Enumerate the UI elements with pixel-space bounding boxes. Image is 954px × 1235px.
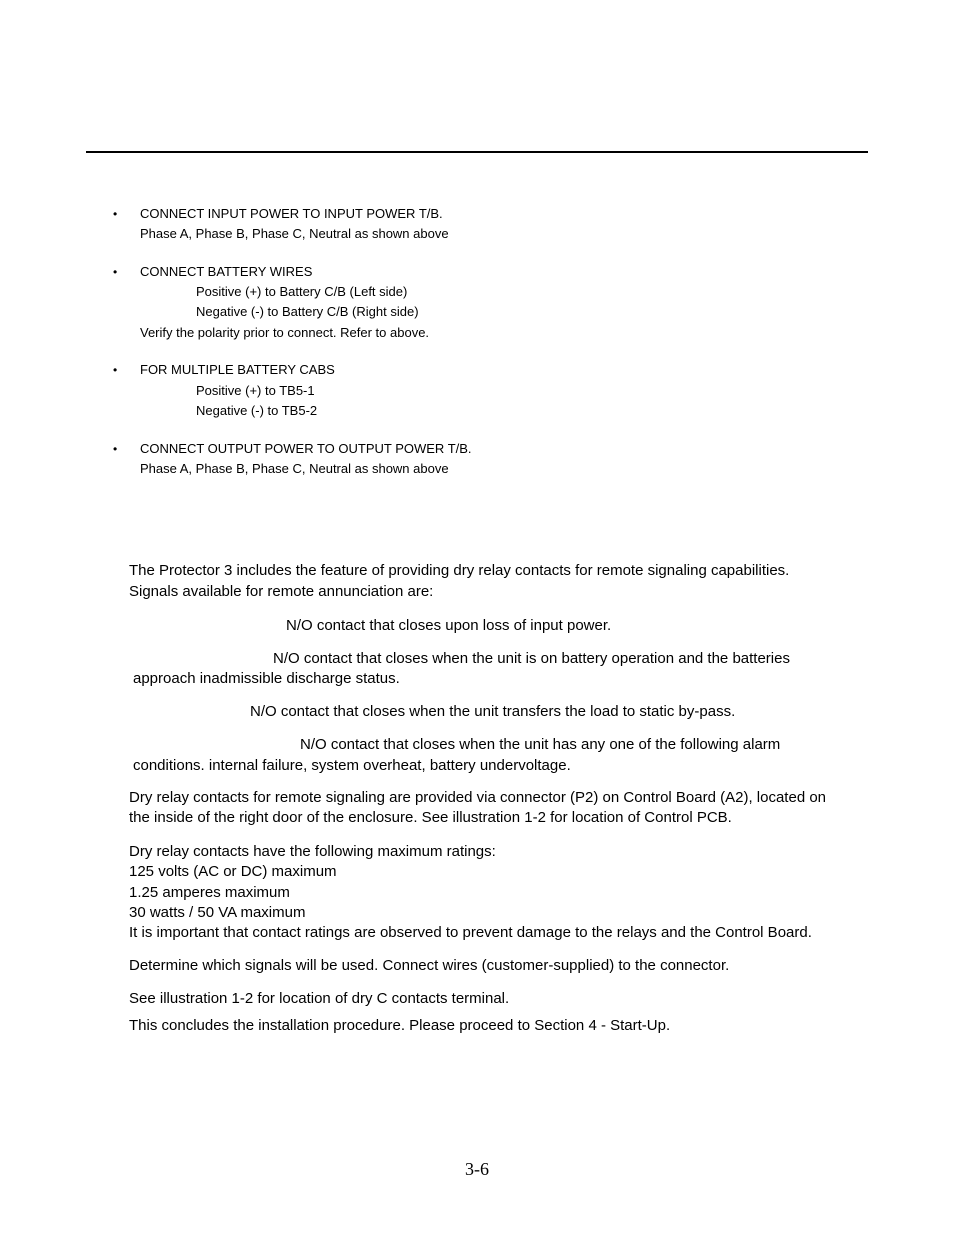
ratings-heading: Dry relay contacts have the following maximum ratings: xyxy=(129,843,496,860)
signal-low-battery-cont: approach inadmissible discharge status. xyxy=(133,670,400,687)
signal-alarm: N/O contact that closes when the unit has any one of the following alarm xyxy=(300,736,781,753)
rating-current: 1.25 amperes maximum xyxy=(129,884,290,901)
bullet-marker: • xyxy=(113,265,118,279)
bullet-marker: • xyxy=(113,442,118,456)
bullet-indented-text: Positive (+) to Battery C/B (Left side) xyxy=(196,284,408,299)
determine-signals-text: Determine which signals will be used. Connect wires (customer-supplied) to the connector. xyxy=(129,957,730,974)
intro-line: Signals available for remote annunciation are: xyxy=(129,583,434,600)
bullet-indented-text: Negative (-) to TB5-2 xyxy=(196,403,318,418)
bullet-heading-output-power: CONNECT OUTPUT POWER TO OUTPUT POWER T/B. xyxy=(140,441,472,456)
ratings-warning: It is important that contact ratings are observed to prevent damage to the relays and the Control Board. xyxy=(129,924,812,941)
conclusion-text: This concludes the installation procedure. Please proceed to Section 4 - Start-Up. xyxy=(129,1017,671,1034)
bullet-heading-input-power: CONNECT INPUT POWER TO INPUT POWER T/B. xyxy=(140,206,443,221)
bullet-text: Phase A, Phase B, Phase C, Neutral as shown above xyxy=(140,226,449,241)
signal-alarm-cont: conditions. internal failure, system overheat, battery undervoltage. xyxy=(133,757,571,774)
bullet-indented-text: Negative (-) to Battery C/B (Right side) xyxy=(196,304,419,319)
signal-low-battery: N/O contact that closes when the unit is on battery operation and the batteries xyxy=(273,650,790,667)
bullet-text: Verify the polarity prior to connect. Refer to above. xyxy=(140,325,430,340)
connector-line: the inside of the right door of the enclosure. See illustration 1-2 for location of Control PCB. xyxy=(129,809,732,826)
rating-voltage: 125 volts (AC or DC) maximum xyxy=(129,863,337,880)
header-rule xyxy=(86,151,868,153)
bullet-marker: • xyxy=(113,207,118,221)
bullet-heading-battery-wires: CONNECT BATTERY WIRES xyxy=(140,264,313,279)
signal-bypass: N/O contact that closes when the unit transfers the load to static by-pass. xyxy=(250,703,736,720)
intro-line: The Protector 3 includes the feature of providing dry relay contacts for remote signaling capabilities. xyxy=(129,562,790,579)
bullet-text: Phase A, Phase B, Phase C, Neutral as shown above xyxy=(140,461,449,476)
bullet-heading-multiple-battery-cabs: FOR MULTIPLE BATTERY CABS xyxy=(140,362,335,377)
bullet-marker: • xyxy=(113,363,118,377)
see-illustration-text: See illustration 1-2 for location of dry C contacts terminal. xyxy=(129,990,510,1007)
connector-line: Dry relay contacts for remote signaling are provided via connector (P2) on Control Board (A2), located on xyxy=(129,789,827,806)
signal-input-power-loss: N/O contact that closes upon loss of input power. xyxy=(286,617,612,634)
bullet-indented-text: Positive (+) to TB5-1 xyxy=(196,383,315,398)
rating-power: 30 watts / 50 VA maximum xyxy=(129,904,306,921)
page-number: 3-6 xyxy=(465,1159,489,1179)
